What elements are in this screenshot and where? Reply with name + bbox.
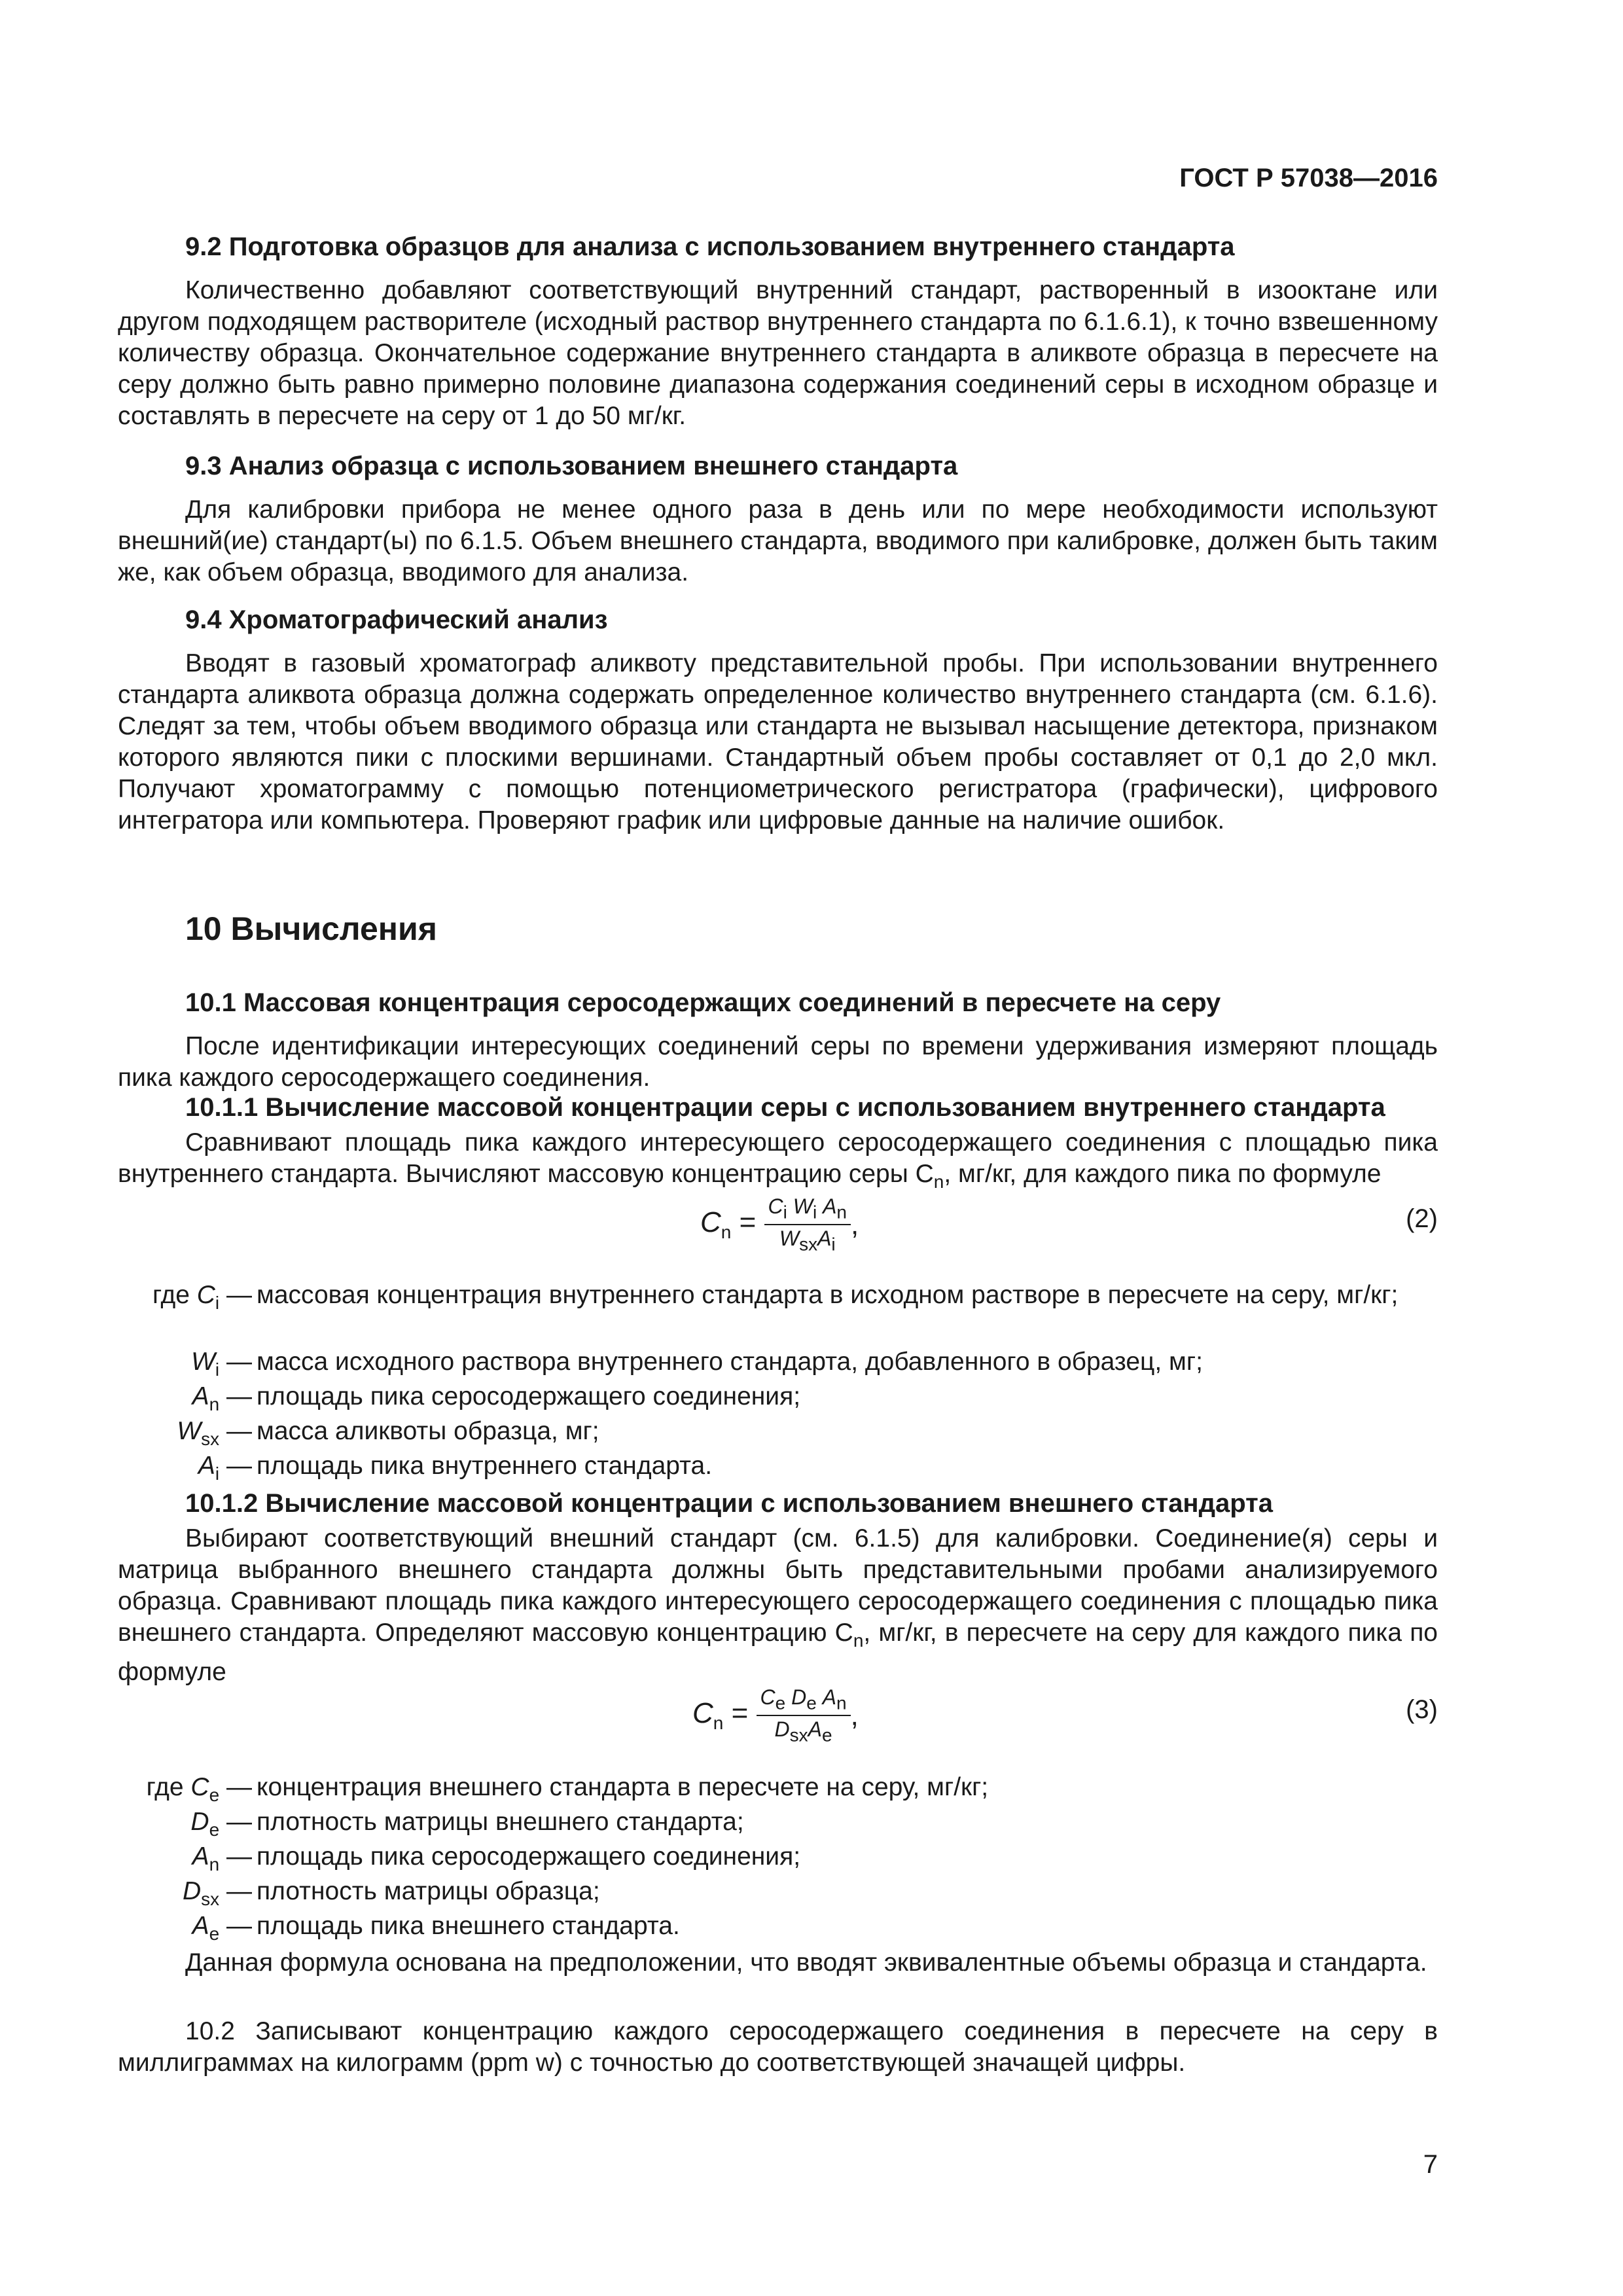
where-row: $A_n$ — площадь пика серосодержащего соединения; [192,1842,801,1874]
where-row: где $C_e$ — концентрация внешнего стандарта в пересчете на серу, мг/кг; [146,1773,989,1805]
section-10-title: 10 Вычисления [185,910,437,947]
where-row: $W_{sx}$ — масса аликвоты образца, мг; [177,1417,599,1449]
section-9-3-title: 9.3 Анализ образца с использованием внешнего стандарта [185,452,958,480]
section-9-4-text: Вводят в газовый хроматограф аликвоту представительной пробы. При использовании внутреннего стандарта аликвота образца должна содержать определенное количество внутреннего стандарта (см. 6.1.6). Следят за тем, чтобы объем вводимого образца или стандарта не вызывал насыщение детектора, признаком которого являются пики с плоскими вершинами. Стандартный объем пробы составляет от 0,1 до 2,0 мкл. Получают хроматограмму с помощью потенциометрического регистратора (графически), цифрового интегратора или компьютера. Проверяют график или цифровые данные на наличие ошибок. [118,649,1438,834]
section-10-1-1-title: 10.1.1 Вычисление массовой концентрации серы с использованием внутреннего стандарта [185,1093,1385,1122]
section-9-2-text: Количественно добавляют соответствующий внутренний стандарт, растворенный в изооктане или другом подходящем растворителе (исходный раствор внутреннего стандарта по 6.1.6.1), к точно взвешенному количеству образца. Окончательное содержание внутреннего стандарта в аликвоте образца в пересчете на серу должно быть равно примерно половине диапазона содержания соединений серы в исходном образце и составлять в пересчете на серу от 1 до 50 мг/кг. [118,276,1438,430]
where-row: $D_e$ — плотность матрицы внешнего стандарта; [190,1808,744,1840]
section-9-2-title: 9.2 Подготовка образцов для анализа с использованием внутреннего стандарта [185,232,1235,261]
where-row: $A_i$ — площадь пика внутреннего стандарта. [198,1452,713,1484]
document-header: ГОСТ Р 57038—2016 [1179,164,1438,192]
section-10-1-2-title: 10.1.2 Вычисление массовой концентрации с использованием внешнего стандарта [185,1489,1273,1518]
section-9-3-text: Для калибровки прибора не менее одного раза в день или по мере необходимости используют внешний(ие) стандарт(ы) по 6.1.5. Объем внешнего стандарта, вводимого при калибровке, должен быть таким же, как объем образца, вводимого для анализа. [118,495,1438,586]
section-10-2-text: 10.2 Записывают концентрацию каждого серосодержащего соединения в пересчете на серу в миллиграммах на килограмм (ppm w) с точностью до соответствующей значащей цифры. [118,2017,1438,2077]
formula-2: $C_n$ = $\frac{C_i W_i A_n}{W_{sx}A_i}$ , [700,1194,859,1255]
where-row: $D_{sx}$ — плотность матрицы образца; [182,1877,600,1909]
formula-3-note: Данная формула основана на предположении, что вводят эквивалентные объемы образца и стандарта. [185,1948,1427,1977]
section-10-1-title: 10.1 Массовая концентрация серосодержащих соединений в пересчете на серу [185,988,1221,1017]
section-9-4-title: 9.4 Хроматографический анализ [185,605,608,634]
where-row: $W_i$ — масса исходного раствора внутреннего стандарта, добавленного в образец, мг; [191,1348,1203,1380]
formula-2-number: (2) [1406,1204,1438,1233]
where-row: где $C_i$ — массовая концентрация внутреннего стандарта в исходном растворе в пересчете на серу, мг/кг; [152,1281,1399,1313]
formula-3-number: (3) [1406,1695,1438,1724]
section-10-1-2-text: Выбирают соответствующий внешний стандарт (см. 6.1.5) для калибровки. Соединение(я) серы и матрица выбранного внешнего стандарта должны быть представительными пробами анализируемого образца. Сравнивают площадь пика каждого интересующего серосодержащего соединения с площадью пика внешнего стандарта. Определяют массовую концентрацию $C_n$, мг/кг, в пересчете на серу для каждого пика по формуле [118,1524,1438,1686]
where-row: $A_e$ — площадь пика внешнего стандарта. [192,1912,680,1944]
where-row: $A_n$ — площадь пика серосодержащего соединения; [192,1382,801,1414]
formula-3: $C_n$ = $\frac{C_e D_e A_n}{D_{sx}A_e}$ , [692,1685,859,1746]
section-10-1-text: После идентификации интересующих соединений серы по времени удерживания измеряют площадь пика каждого серосодержащего соединения. [118,1032,1438,1092]
page-number: 7 [1423,2150,1438,2179]
section-10-1-1-text: Сравнивают площадь пика каждого интересующего серосодержащего соединения с площадью пика внутреннего стандарта. Вычисляют массовую концентрацию серы $C_n$, мг/кг, для каждого пика по формуле [118,1128,1438,1192]
